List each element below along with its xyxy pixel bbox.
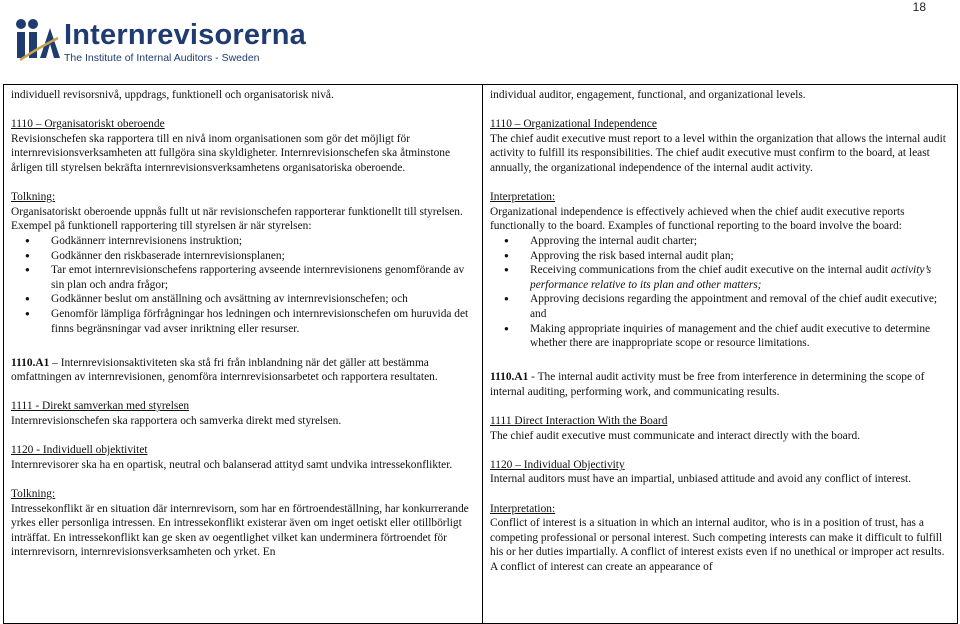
iia-logo-icon bbox=[14, 18, 60, 62]
list-item: ● Approving the risk based internal audit plan; bbox=[490, 249, 950, 264]
list-item: ● Genomför lämpliga förfrågningar hos ledningen och internrevisionschefen om huruvida det finns begränsningar vad avser inriktning eller resurser. bbox=[11, 307, 475, 336]
en-bullet-list bbox=[490, 234, 950, 351]
sv-a1-text: – Internrevisionsaktiviteten ska stå fri från inblandning när det gäller att bestämma omfattningen av internrevisionen, genomföra internrevisionsarbetet och rapportera resultaten. bbox=[11, 356, 438, 384]
en-1120-title: 1120 – Individual Objectivity bbox=[490, 458, 625, 471]
logo-title: Internrevisorerna bbox=[64, 19, 306, 51]
sv-tolkning-2-label: Tolkning: bbox=[11, 488, 56, 501]
logo-subtitle: The Institute of Internal Auditors - Sweden bbox=[64, 52, 260, 64]
bilingual-table bbox=[3, 84, 958, 624]
sv-section-1110 bbox=[11, 117, 475, 175]
en-a1-code: 1110.A1 bbox=[490, 371, 529, 384]
en-intro: individual auditor, engagement, functional, and organizational levels. bbox=[490, 89, 806, 101]
en-interpretation-2-label: Interpretation: bbox=[490, 502, 556, 515]
iia-logo bbox=[14, 14, 314, 70]
sv-tolkning-1-label: Tolkning: bbox=[11, 191, 56, 204]
page-number: 18 bbox=[912, 0, 926, 14]
sv-a1-code: 1110.A1 bbox=[11, 356, 50, 369]
sv-tolkning-1-text: Organisatoriskt oberoende uppnås fullt ut när revisionschefen rapporterar funktionellt till styrelsen. Exempel på funktionell rapportering till styrelsen är när styrelsen: bbox=[11, 205, 463, 233]
list-item: ● Godkänner beslut om anställning och avsättning av internrevisionschefen; och bbox=[11, 292, 475, 307]
en-1120-text: Internal auditors must have an impartial, unbiased attitude and avoid any conflict of interest. bbox=[490, 473, 912, 486]
list-item-text: Receiving communications from the chief audit executive on the internal audit bbox=[530, 264, 889, 277]
en-section-1111 bbox=[490, 414, 950, 443]
en-interpretation-2 bbox=[490, 502, 950, 575]
sv-tolkning-2-text: Intressekonflikt är en situation där internrevisorn, som har en förtroendeställning, har konkurrerande yrkes eller personliga intressen. En intressekonflikt existerar även om inget oetiskt eller otillbörligt inträffat. En intressekonflikt kan ge sken av oegentlighet vilket kan underminera förtroendet för internrevisorn, internrevisionsverksamheten och yrket. En bbox=[11, 502, 469, 559]
en-section-1110-a1 bbox=[490, 370, 950, 399]
sv-1110-text: Revisionschefen ska rapportera till en nivå inom organisationen som gör det möjligt för internrevisionsverksamheten att fullgöra sina skyldigheter. Internrevisionschefen ska åtminstone årligen till styrelsen bekräfta internrevisionsverksamhetens organisatoriska oberoende. bbox=[11, 132, 451, 174]
en-section-1110 bbox=[490, 117, 950, 175]
en-section-1120 bbox=[490, 458, 950, 487]
list-item: ● Godkänner den riskbaserade internrevisionsplanen; bbox=[11, 249, 475, 264]
swedish-column bbox=[4, 85, 483, 623]
sv-intro: individuell revisorsnivå, uppdrags, funktionell och organisatorisk nivå. bbox=[11, 89, 334, 101]
en-interpretation-1 bbox=[490, 190, 950, 351]
sv-section-1110-a1 bbox=[11, 356, 475, 385]
en-1110-title: 1110 – Organizational Independence bbox=[490, 118, 657, 131]
en-a1-text: - The internal audit activity must be free from interference in determining the scope of internal auditing, performing work, and communicating results. bbox=[490, 371, 925, 398]
list-item: ● Approving the internal audit charter; bbox=[490, 234, 950, 249]
english-column bbox=[483, 85, 957, 623]
list-item: ● Making appropriate inquiries of management and the chief audit executive to determine whether there are inappropriate scope or resource limitations. bbox=[490, 322, 950, 351]
sv-1111-title: 1111 - Direkt samverkan med styrelsen bbox=[11, 400, 190, 413]
list-item bbox=[490, 263, 950, 292]
list-item-italic-text: activity’s performance relative to its plan and other matters; bbox=[530, 264, 932, 291]
sv-1120-title: 1120 - Individuell objektivitet bbox=[11, 444, 148, 457]
sv-1120-text: Internrevisorer ska ha en opartisk, neutral och balanserad attityd samt undvika intressekonflikter. bbox=[11, 458, 453, 471]
en-1111-text: The chief audit executive must communicate and interact directly with the board. bbox=[490, 429, 861, 442]
en-1110-text: The chief audit executive must report to a level within the organization that allows the internal audit activity to fulfill its responsibilities. The chief audit executive must confirm to the board, at least annually, the organizational independence of the internal audit activity. bbox=[490, 132, 946, 174]
sv-1110-title: 1110 – Organisatoriskt oberoende bbox=[11, 118, 165, 131]
sv-tolkning-1 bbox=[11, 190, 475, 336]
sv-bullet-list bbox=[11, 234, 475, 336]
list-item: ● Approving decisions regarding the appointment and removal of the chief audit executive; and bbox=[490, 292, 950, 321]
sv-section-1120 bbox=[11, 443, 475, 472]
sv-tolkning-2 bbox=[11, 487, 475, 560]
sv-1111-text: Internrevisionschefen ska rapportera och samverka direkt med styrelsen. bbox=[11, 415, 342, 428]
en-1111-title: 1111 Direct Interaction With the Board bbox=[490, 415, 668, 428]
list-item: ● Godkännerr internrevisionens instruktion; bbox=[11, 234, 475, 249]
en-interpretation-2-text: Conflict of interest is a situation in which an internal auditor, who is in a position of trust, has a competing professional or personal interest. Such competing interests can make it difficult to fulfill his or her duties impartially. A conflict of interest exists even if no unethical or improper act results. A conflict of interest can create an appearance of bbox=[490, 517, 945, 573]
en-interpretation-1-text: Organizational independence is effectively achieved when the chief audit executive reports functionally to the board. Examples of functional reporting to the board involve the board: bbox=[490, 205, 905, 233]
sv-section-1111 bbox=[11, 399, 475, 428]
en-interpretation-1-label: Interpretation: bbox=[490, 191, 556, 204]
list-item: ● Tar emot internrevisionschefens rapportering avseende internrevisionens genomförande av sin plan och andra frågor; bbox=[11, 263, 475, 292]
